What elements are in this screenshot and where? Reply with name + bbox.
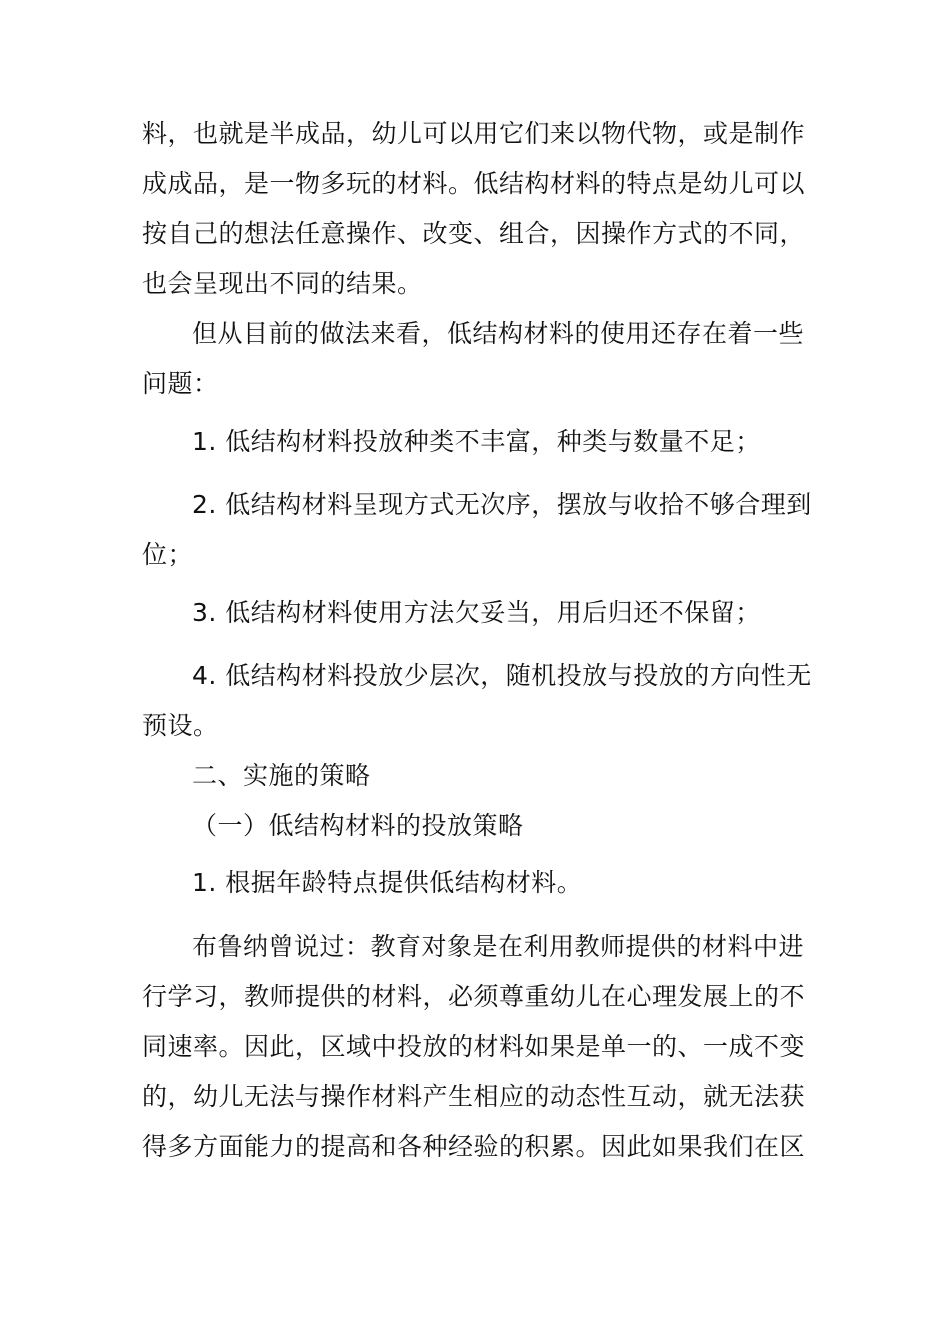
text-line: 料，也就是半成品，幼儿可以用它们来以物代物，或是制作 bbox=[142, 119, 806, 148]
text-line: 同速率。因此，区域中投放的材料如果是单一的、一成不变 bbox=[142, 1032, 806, 1061]
text-line: 成成品，是一物多玩的材料。低结构材料的特点是幼儿可以 bbox=[142, 169, 806, 198]
text-line: 得多方面能力的提高和各种经验的积累。因此如果我们在区 bbox=[142, 1132, 806, 1161]
text-line: 布鲁纳曾说过：教育对象是在利用教师提供的材料中进 bbox=[192, 932, 805, 961]
text-line: 但从目前的做法来看，低结构材料的使用还存在着一些 bbox=[192, 319, 805, 348]
text-line: 也会呈现出不同的结果。 bbox=[142, 269, 423, 298]
section-heading: 二、实施的策略 bbox=[192, 761, 371, 790]
text-line: 位； bbox=[142, 540, 194, 569]
text-line: 预设。 bbox=[142, 711, 219, 740]
list-item: 2. 低结构材料呈现方式无次序，摆放与收拾不够合理到 bbox=[192, 490, 812, 519]
subsection-heading: （一）低结构材料的投放策略 bbox=[192, 811, 524, 840]
list-item: 3. 低结构材料使用方法欠妥当，用后归还不保留； bbox=[192, 598, 761, 627]
list-item: 4. 低结构材料投放少层次，随机投放与投放的方向性无 bbox=[192, 661, 812, 690]
text-line: 问题： bbox=[142, 369, 219, 398]
list-item: 1. 根据年龄特点提供低结构材料。 bbox=[192, 868, 583, 897]
text-line: 行学习，教师提供的材料，必须尊重幼儿在心理发展上的不 bbox=[142, 982, 806, 1011]
text-line: 的，幼儿无法与操作材料产生相应的动态性互动，就无法获 bbox=[142, 1082, 806, 1111]
list-item: 1. 低结构材料投放种类不丰富，种类与数量不足； bbox=[192, 427, 761, 456]
text-line: 按自己的想法任意操作、改变、组合，因操作方式的不同， bbox=[142, 219, 806, 248]
